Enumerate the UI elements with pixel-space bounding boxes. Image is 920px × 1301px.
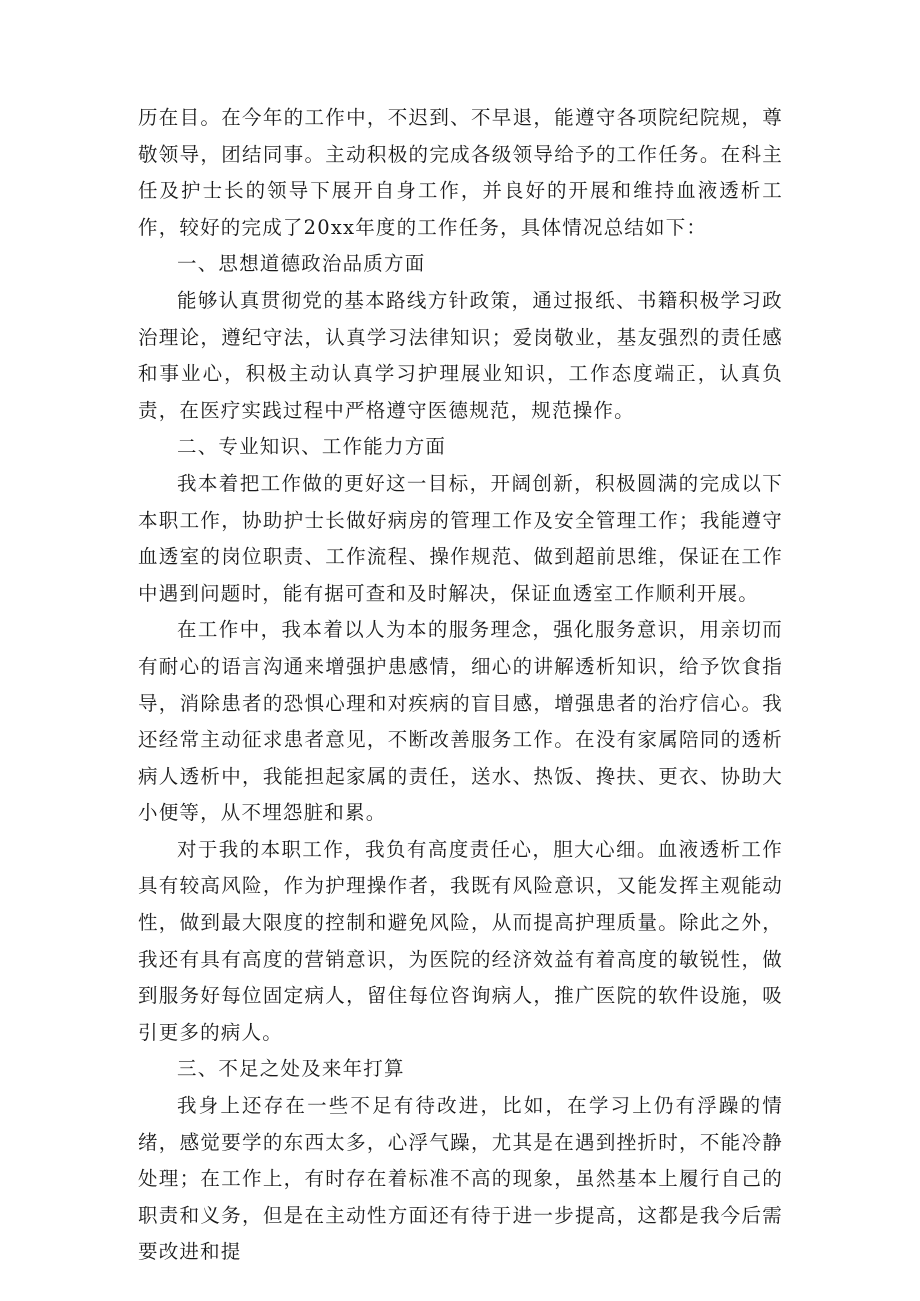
paragraph-service-attitude: 在工作中，我本着以人为本的服务理念，强化服务意识，用亲切而有耐心的语言沟通来增强护患感情，细心的讲解透析知识，给予饮食指导，消除患者的恐惧心理和对疾病的盲目感，增强患者的治疗信心。我还经常主动征求患者意见，不断改善服务工作。在没有家属陪同的透析病人透析中，我能担起家属的责任，送水、热饭、搀扶、更衣、协助大小便等，从不埋怨脏和累。 [138,618,783,825]
section-heading-3: 三、不足之处及来年打算 [177,1057,405,1081]
paragraph-moral-quality: 能够认真贯彻党的基本路线方针政策，通过报纸、书籍积极学习政治理论，遵纪守法，认真学习法律知识；爱岗敬业，基友强烈的责任感和事业心，积极主动认真学习护理展业知识，工作态度端正，认真负责，在医疗实践过程中严格遵守医德规范，规范操作。 [138,288,783,422]
section-heading-2: 二、专业知识、工作能力方面 [177,435,447,459]
paragraph-continuation: 历在目。在今年的工作中，不迟到、不早退，能遵守各项院纪院规，尊敬领导，团结同事。主动积极的完成各级领导给予的工作任务。在科主任及护士长的领导下展开自身工作，并良好的开展和维持血液透析工作，较好的完成了20xx年度的工作任务，具体情况总结如下： [138,106,783,239]
paragraph-responsibility: 对于我的本职工作，我负有高度责任心，胆大心细。血液透析工作具有较高风险，作为护理操作者，我既有风险意识，又能发挥主观能动性，做到最大限度的控制和避免风险，从而提高护理质量。除此之外，我还有具有高度的营销意识，为医院的经济效益有着高度的敏锐性，做到服务好每位固定病人，留住每位咨询病人，推广医院的软件设施，吸引更多的病人。 [138,837,783,1044]
section-heading-1: 一、思想道德政治品质方面 [177,252,426,276]
paragraph-shortcomings: 我身上还存在一些不足有待改进，比如，在学习上仍有浮躁的情绪，感觉要学的东西太多，心浮气躁，尤其是在遇到挫折时，不能冷静处理；在工作上，有时存在着标准不高的现象，虽然基本上履行自己的职责和义务，但是在主动性方面还有待于进一步提高，这都是我今后需要改进和提 [138,1094,783,1264]
paragraph-work-duties: 我本着把工作做的更好这一目标，开阔创新，积极圆满的完成以下本职工作，协助护士长做好病房的管理工作及安全管理工作；我能遵守血透室的岗位职责、工作流程、操作规范、做到超前思维，保证在工作中遇到问题时，能有据可查和及时解决，保证血透室工作顺利开展。 [138,471,783,605]
document-body [138,100,783,1271]
